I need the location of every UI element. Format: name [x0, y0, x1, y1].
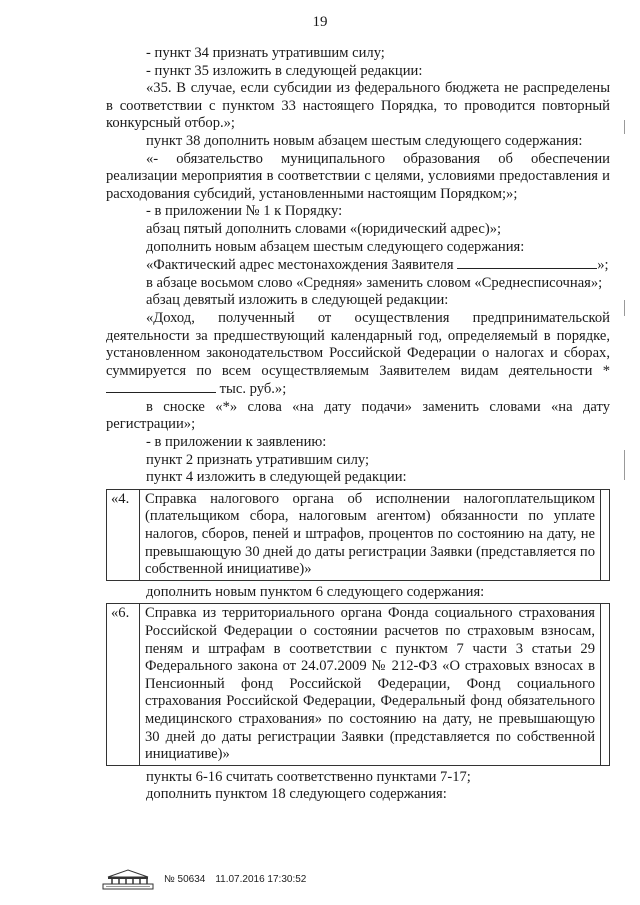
scan-margin-mark [624, 120, 625, 134]
item-text: Справка из территориального органа Фонда социального страхования Российской Федерации о состоянии расчетов по страховым взносам, пеням и штрафам в соответствии с пунктом 7 части 3 статьи 29 Федерального закона от 24.07.2009 № 212-ФЗ «О страховых взносах в Пенсионный фонд Российской Федерации, Фонд социального страхования Российской Федерации, Федеральный фонд обязательного медицинского страхования» по состоянию на дату, не превышающую 30 дней до даты регистрации Заявки (представляется по собственной инициативе)» [140, 604, 601, 765]
document-body [106, 45, 610, 804]
empty-cell [601, 604, 610, 765]
actual-address-text: «Фактический адрес местонахождения Заявителя [146, 257, 454, 274]
paragraph-19: дополнить пунктом 18 следующего содержания: [146, 786, 447, 803]
paragraph-8: дополнить новым абзацем шестым следующего содержания: [146, 238, 525, 255]
paragraph-1: - пункт 34 признать утратившим силу; [146, 45, 385, 61]
scan-margin-mark [624, 450, 625, 480]
document-footer [102, 868, 306, 890]
item-number: «4. [107, 489, 140, 580]
paragraph-15: пункт 2 признать утратившим силу; [146, 451, 370, 468]
paragraph-9 [106, 256, 610, 275]
paragraph-10: в абзаце восьмом слово «Средняя» заменить словом «Среднесписочная»; [146, 274, 603, 291]
table-row [107, 489, 610, 580]
paragraph-7: абзац пятый дополнить словами «(юридический адрес)»; [146, 220, 502, 237]
table-row [107, 604, 610, 765]
income-blank-line [106, 380, 216, 393]
income-unit: тыс. руб.»; [219, 381, 287, 398]
item-number: «6. [107, 604, 140, 765]
footer-doc-number: № 50634 [164, 873, 206, 885]
paragraph-18: пункты 6-16 считать соответственно пунктами 7-17; [146, 768, 471, 785]
paragraph-3: «35. В случае, если субсидии из федерального бюджета не распределены в соответствии с пунктом 33 настоящего Порядка, то проводится повторный конкурсный отбор.»; [106, 80, 610, 132]
amendment-table-item-6 [106, 603, 610, 765]
address-blank-line [457, 256, 597, 269]
footer-timestamp: 11.07.2016 17:30:52 [215, 873, 307, 885]
income-text: «Доход, полученный от осуществления предпринимательской деятельности за предшествующий календарный год, определяемый в порядке, установленном законодательством Российской Федерации о налогах и сборах, суммируется по всем осуществляемым Заявителем видам деятельности * [106, 309, 610, 379]
paragraph-4: пункт 38 дополнить новым абзацем шестым следующего содержания: [146, 132, 583, 149]
paragraph-6: - в приложении № 1 к Порядку: [146, 203, 343, 220]
scan-margin-mark [624, 300, 625, 316]
paragraph-11: абзац девятый изложить в следующей редакции: [146, 292, 449, 309]
paragraph-2: - пункт 35 изложить в следующей редакции: [146, 62, 423, 79]
government-building-logo-icon [102, 868, 154, 890]
paragraph-14: - в приложении к заявлению: [146, 434, 327, 451]
actual-address-close: »; [597, 257, 609, 274]
amendment-table-item-4 [106, 489, 610, 581]
paragraph-17: дополнить новым пунктом 6 следующего содержания: [146, 583, 485, 600]
paragraph-13: в сноске «*» слова «на дату подачи» заменить словами «на дату регистрации»; [106, 398, 610, 433]
empty-cell [601, 489, 610, 580]
paragraph-12 [106, 310, 610, 399]
page-number: 19 [312, 14, 328, 30]
paragraph-5: «- обязательство муниципального образования об обеспечении реализации мероприятия в соответствии с целями, условиями предоставления и расходования субсидий, установленными настоящим Порядком;»; [106, 150, 610, 202]
paragraph-16: пункт 4 изложить в следующей редакции: [146, 469, 407, 486]
item-text: Справка налогового органа об исполнении налогоплательщиком (плательщиком сбора, налоговым агентом) обязанности по уплате налогов, сборов, пеней и штрафов, процентов по состоянию на дату, не превышающую 30 дней до даты регистрации Заявки (представляется по собственной инициативе)» [140, 489, 601, 580]
